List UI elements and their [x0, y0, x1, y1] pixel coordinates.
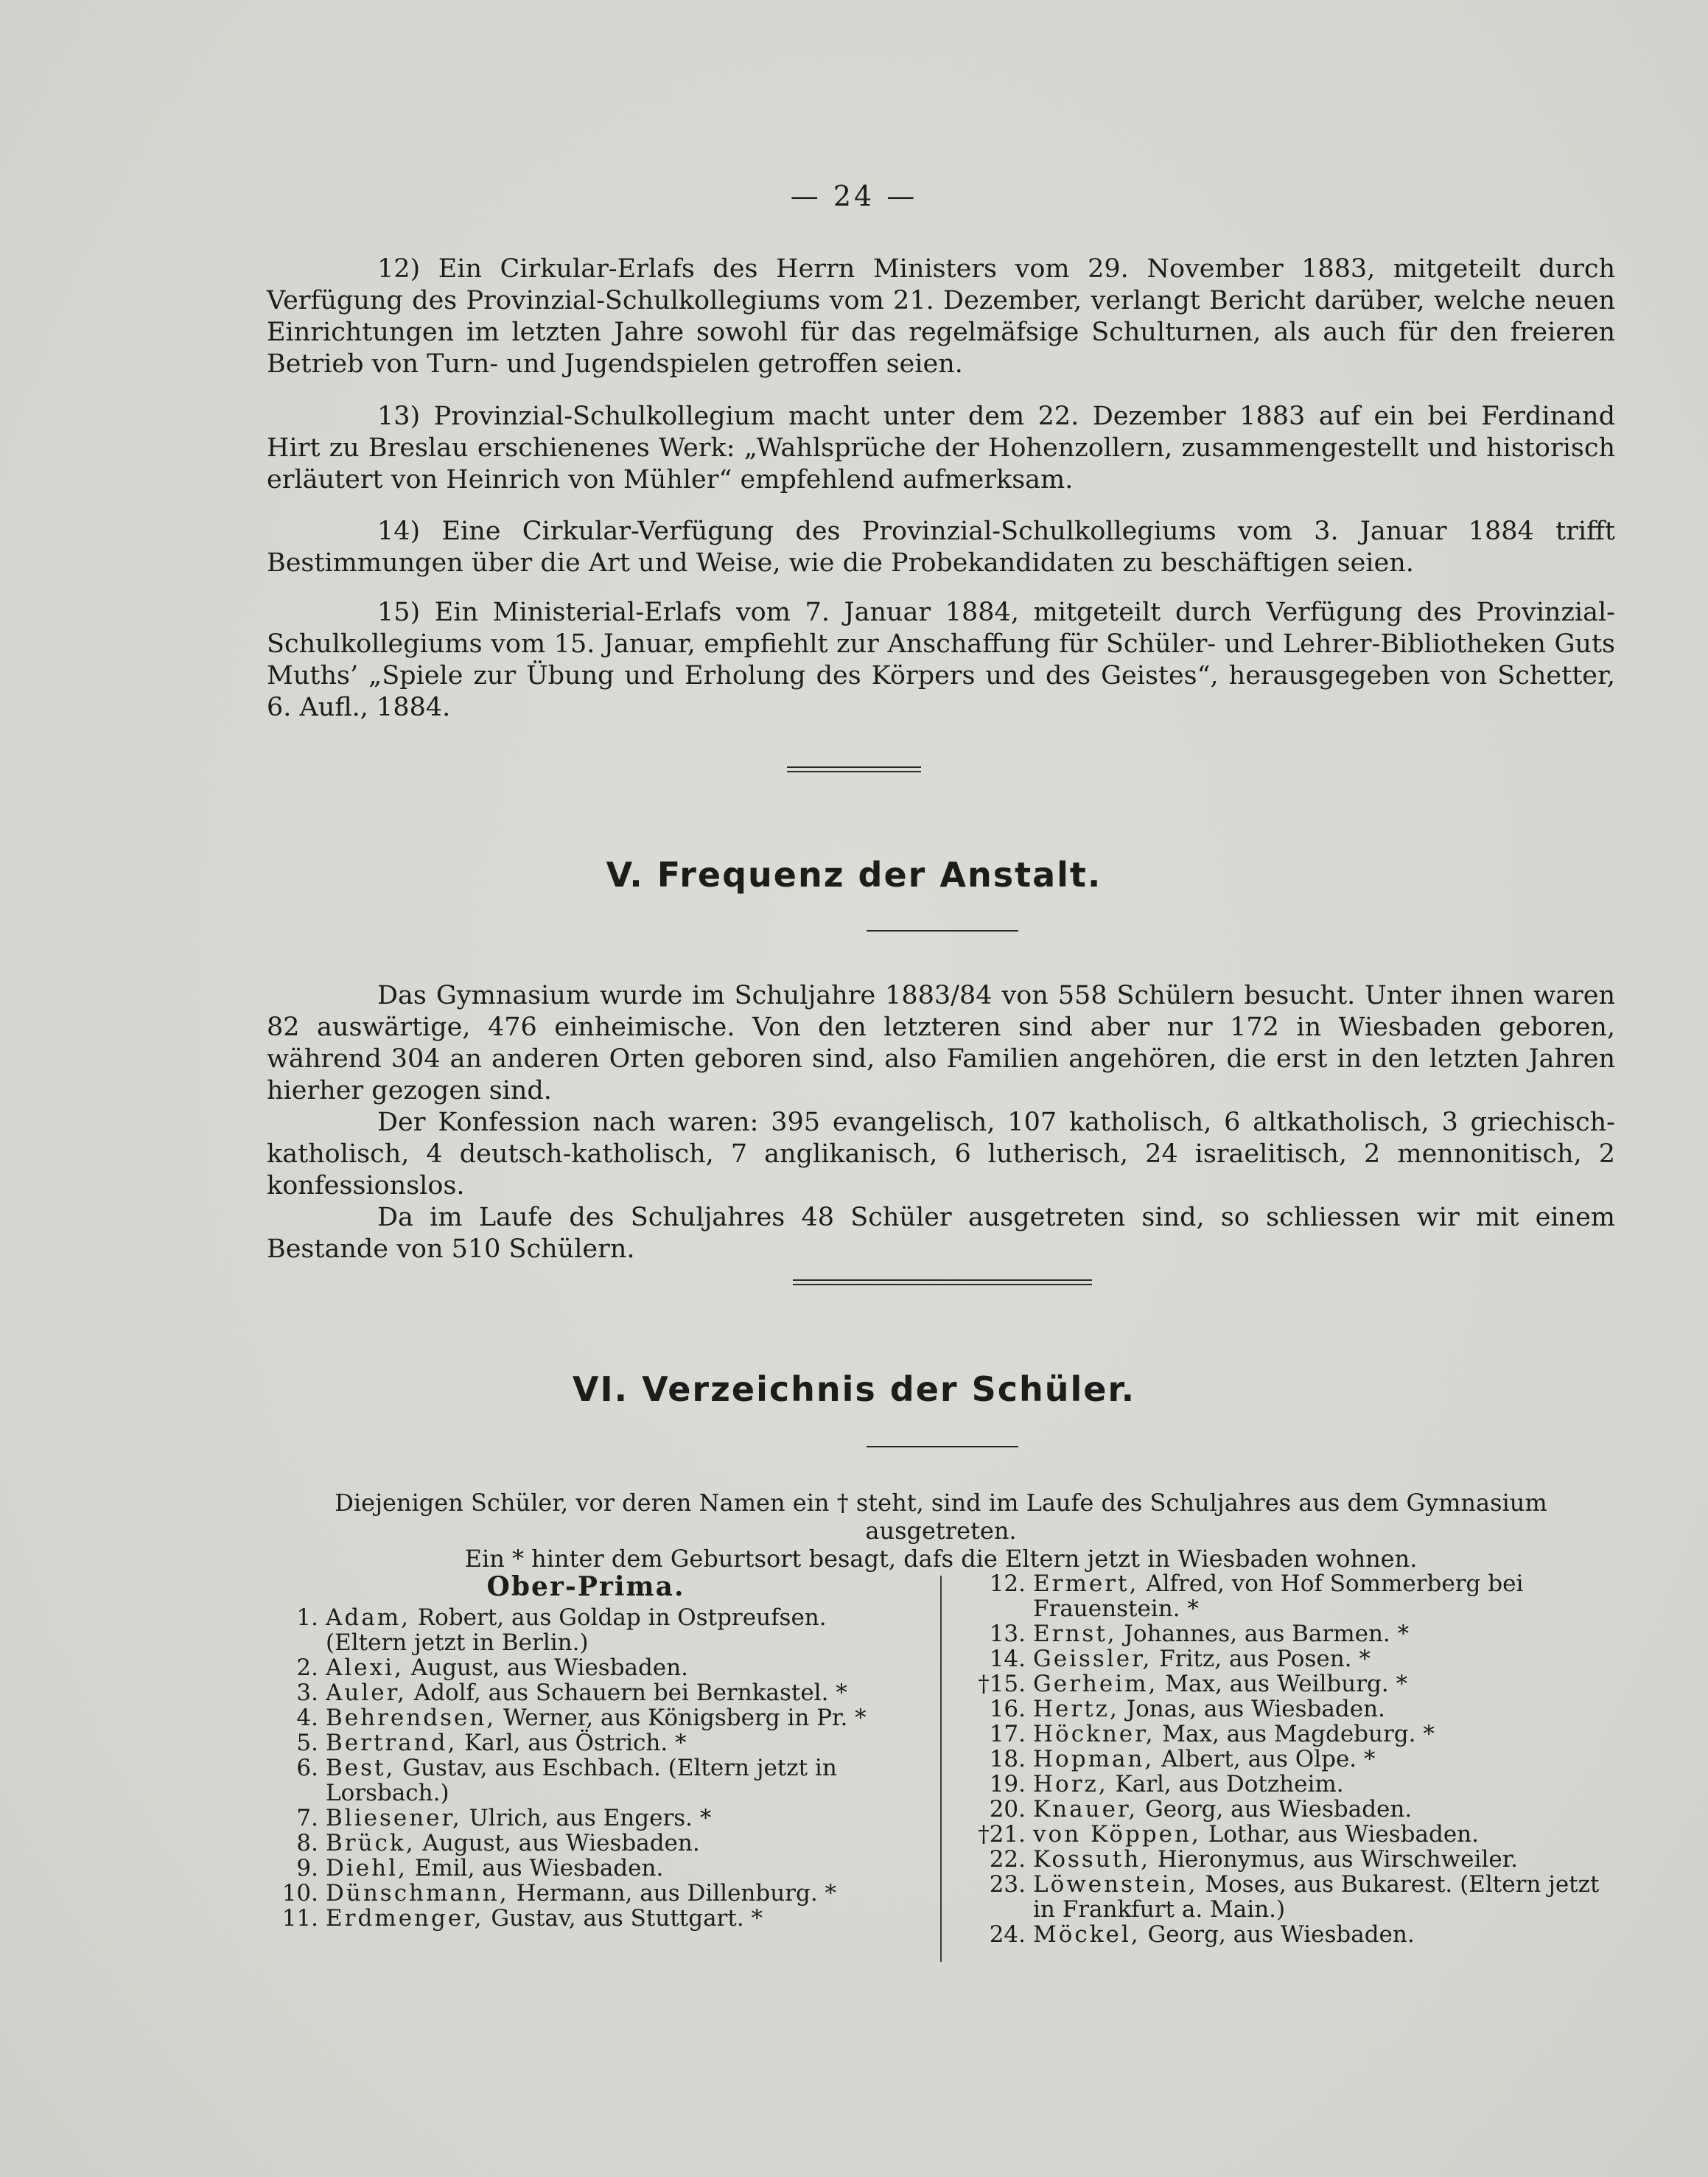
student-number: 3. [296, 1680, 318, 1706]
student-details: Alfred, von Hof Sommerberg bei Frauenstein. * [1033, 1570, 1524, 1622]
student-number: 6. [296, 1755, 318, 1781]
section-title-verzeichnis: VI. Verzeichnis der Schüler. [572, 1369, 1136, 1409]
student-details: Gustav, aus Stuttgart. * [483, 1905, 763, 1932]
student-number: 13. [989, 1621, 1026, 1647]
student-number: 8. [296, 1830, 318, 1856]
student-name: Erdmenger, [326, 1905, 484, 1932]
student-details: Karl, aus Östrich. * [457, 1730, 687, 1756]
student-name: Behrendsen, [326, 1705, 497, 1731]
student-name: Dünschmann, [326, 1880, 509, 1907]
list-item [974, 1671, 1615, 1696]
column-divider [940, 1576, 942, 1962]
list-item [267, 1730, 905, 1755]
student-number: 1. [296, 1604, 318, 1631]
student-number: 18. [989, 1746, 1026, 1772]
list-item [267, 1705, 905, 1730]
list-item [974, 1797, 1615, 1822]
student-name: Diehl, [326, 1855, 407, 1881]
student-details: Max, aus Magdeburg. * [1155, 1721, 1435, 1747]
student-name: Best, [326, 1755, 396, 1781]
student-details: Fritz, aus Posen. * [1152, 1646, 1371, 1672]
student-number: 16. [989, 1696, 1026, 1722]
student-name: Löwenstein, [1033, 1871, 1198, 1898]
student-number: 4. [296, 1705, 318, 1731]
list-item [267, 1680, 905, 1705]
student-number: 5. [296, 1730, 318, 1756]
student-number: 7. [296, 1805, 318, 1831]
student-name: Brück, [326, 1830, 416, 1856]
student-number: 12. [989, 1570, 1026, 1597]
student-name: Horz, [1033, 1771, 1108, 1797]
student-details: Adolf, aus Schauern bei Bernkastel. * [406, 1680, 847, 1706]
student-number: 14. [989, 1646, 1026, 1672]
student-details: Jonas, aus Wiesbaden. [1119, 1696, 1385, 1722]
student-details: August, aus Wiesbaden. [403, 1654, 689, 1681]
student-details: Hermann, aus Dillenburg. * [508, 1880, 837, 1907]
frequenz-paragraph-3: Da im Laufe des Schuljahres 48 Schüler ausgetreten sind, so schliessen wir mit einem Bestande von 510 Schülern. [267, 1203, 1615, 1264]
student-details: August, aus Wiesbaden. [415, 1830, 700, 1856]
intro-line-1: Diejenigen Schüler, vor deren Namen ein † steht, sind im Laufe des Schuljahres aus dem Gymnasium ausgetreten. [335, 1489, 1547, 1545]
student-details: Max, aus Weilburg. * [1158, 1671, 1408, 1697]
student-name: Ermert, [1033, 1570, 1139, 1597]
frequenz-paragraph-2: Der Konfession nach waren: 395 evangelisch, 107 katholisch, 6 altkatholisch, 3 griechisch-katholisch, 4 deutsch-katholisch, 7 anglikanisch, 6 lutherisch, 24 israelitisch, 2 mennonitisch, 2 konfessionslos. [267, 1108, 1615, 1201]
student-name: Ernst, [1033, 1621, 1117, 1647]
paragraph-14 [267, 516, 1615, 579]
student-details: Georg, aus Wiesbaden. [1138, 1796, 1413, 1823]
paragraph-13 [267, 401, 1615, 496]
student-number: 20. [989, 1796, 1026, 1823]
student-list-right [974, 1571, 1615, 1947]
list-item [974, 1747, 1615, 1772]
list-item [974, 1571, 1615, 1621]
roster-intro [267, 1489, 1615, 1573]
list-item [974, 1822, 1615, 1847]
section-divider [793, 1279, 1092, 1285]
student-details: Werner, aus Königsberg in Pr. * [496, 1705, 867, 1731]
student-name: Gerheim, [1033, 1671, 1158, 1697]
student-number: 10. [281, 1880, 318, 1907]
list-item [267, 1655, 905, 1680]
paragraph-text: 14) Eine Cirkular-Verfügung des Provinzial-Schulkollegiums vom 3. Januar 1884 trifft Bestimmungen über die Art und Weise, wie die Probekandidaten zu beschäftigen seien. [267, 517, 1615, 578]
paragraph-15 [267, 597, 1615, 724]
student-number: †15. [978, 1671, 1026, 1697]
student-details: Johannes, aus Barmen. * [1116, 1621, 1410, 1647]
student-details: Gustav, aus Eschbach. (Eltern jetzt in Lorsbach.) [326, 1755, 837, 1806]
list-item [974, 1646, 1615, 1671]
student-name: Bertrand, [326, 1730, 458, 1756]
list-item [974, 1696, 1615, 1722]
list-item [974, 1922, 1615, 1947]
student-details: Emil, aus Wiesbaden. [407, 1855, 664, 1881]
student-name: Alexi, [326, 1654, 404, 1681]
section-divider [787, 766, 921, 772]
student-number: 23. [989, 1871, 1026, 1898]
student-number: 9. [296, 1855, 318, 1881]
student-name: Hopman, [1033, 1746, 1155, 1772]
student-name: von Köppen, [1033, 1821, 1201, 1848]
list-item [267, 1906, 905, 1931]
list-item [267, 1856, 905, 1881]
paragraph-text: 13) Provinzial-Schulkollegium macht unter dem 22. Dezember 1883 auf ein bei Ferdinand Hirt zu Breslau erschienenes Werk: „Wahlsprüche der Hohenzollern, zusammengestellt und historisch erläutert von Heinrich von Mühler“ empfehlend aufmerksam. [267, 402, 1615, 495]
student-name: Adam, [326, 1604, 410, 1631]
student-details: Albert, aus Olpe. * [1154, 1746, 1376, 1772]
frequenz-body [267, 980, 1615, 1265]
student-name: Bliesener, [326, 1805, 462, 1831]
student-number: 2. [296, 1654, 318, 1681]
paragraph-text: 12) Ein Cirkular-Erlafs des Herrn Ministers vom 29. November 1883, mitgeteilt durch Verfügung des Provinzial-Schulkollegiums vom 21. Dezember, verlangt Bericht darüber, welche neuen Einrichtungen im letzten Jahre sowohl für das regelmäfsige Schulturnen, als auch für den freieren Betrieb von Turn- und Jugendspielen getroffen seien. [267, 254, 1615, 379]
list-item [267, 1806, 905, 1831]
student-number: 19. [989, 1771, 1026, 1797]
list-item [267, 1881, 905, 1906]
student-name: Möckel, [1033, 1921, 1141, 1948]
section-title-frequenz: V. Frequenz der Anstalt. [606, 855, 1102, 895]
student-number: 22. [989, 1846, 1026, 1873]
list-item [267, 1831, 905, 1856]
student-number: 24. [989, 1921, 1026, 1948]
student-name: Geissler, [1033, 1646, 1152, 1672]
class-title: Ober-Prima. [486, 1571, 685, 1602]
title-underline [867, 1446, 1018, 1447]
page-number: — 24 — [790, 180, 918, 212]
list-item [267, 1755, 905, 1806]
student-number: 17. [989, 1721, 1026, 1747]
paragraph-text: 15) Ein Ministerial-Erlafs vom 7. Januar 1884, mitgeteilt durch Verfügung des Provinzial-Schulkollegiums vom 15. Januar, empfiehlt zur Anschaffung für Schüler- und Lehrer-Bibliotheken Guts Muths’ „Spiele zur Übung und Erholung des Körpers und des Geistes“, herausgegeben von Schetter, 6. Aufl., 1884. [267, 598, 1615, 722]
intro-line-2: Ein * hinter dem Geburtsort besagt, dafs die Eltern jetzt in Wiesbaden wohnen. [464, 1545, 1418, 1573]
student-number: †21. [978, 1821, 1026, 1848]
list-item [974, 1772, 1615, 1797]
student-details: Georg, aus Wiesbaden. [1140, 1921, 1415, 1948]
list-item [267, 1605, 905, 1655]
student-name: Auler, [326, 1680, 407, 1706]
student-details: Lothar, aus Wiesbaden. [1200, 1821, 1480, 1848]
student-details: Karl, aus Dotzheim. [1107, 1771, 1344, 1797]
list-item [974, 1847, 1615, 1872]
student-name: Kossuth, [1033, 1846, 1151, 1873]
list-item [974, 1621, 1615, 1646]
student-name: Hertz, [1033, 1696, 1119, 1722]
list-item [974, 1722, 1615, 1747]
student-list-left [267, 1571, 905, 1931]
student-name: Knauer, [1033, 1796, 1138, 1823]
student-name: Höckner, [1033, 1721, 1155, 1747]
student-number: 11. [281, 1905, 318, 1932]
list-item [974, 1872, 1615, 1922]
student-details: Hieronymus, aus Wirschweiler. [1150, 1846, 1518, 1873]
title-underline [867, 930, 1018, 932]
student-details: Ulrich, aus Engers. * [461, 1805, 712, 1831]
student-details: Moses, aus Bukarest. (Eltern jetzt in Frankfurt a. Main.) [1033, 1871, 1600, 1923]
frequenz-paragraph-1: Das Gymnasium wurde im Schuljahre 1883/84 von 558 Schülern besucht. Unter ihnen waren 82 auswärtige, 476 einheimische. Von den letzteren sind aber nur 172 in Wiesbaden geboren, während 304 an anderen Orten geboren sind, also Familien angehören, die erst in den letzten Jahren hierher gezogen sind. [267, 981, 1615, 1105]
paragraph-12 [267, 254, 1615, 380]
student-details: Robert, aus Goldap in Ostpreufsen. (Eltern jetzt in Berlin.) [326, 1604, 827, 1656]
